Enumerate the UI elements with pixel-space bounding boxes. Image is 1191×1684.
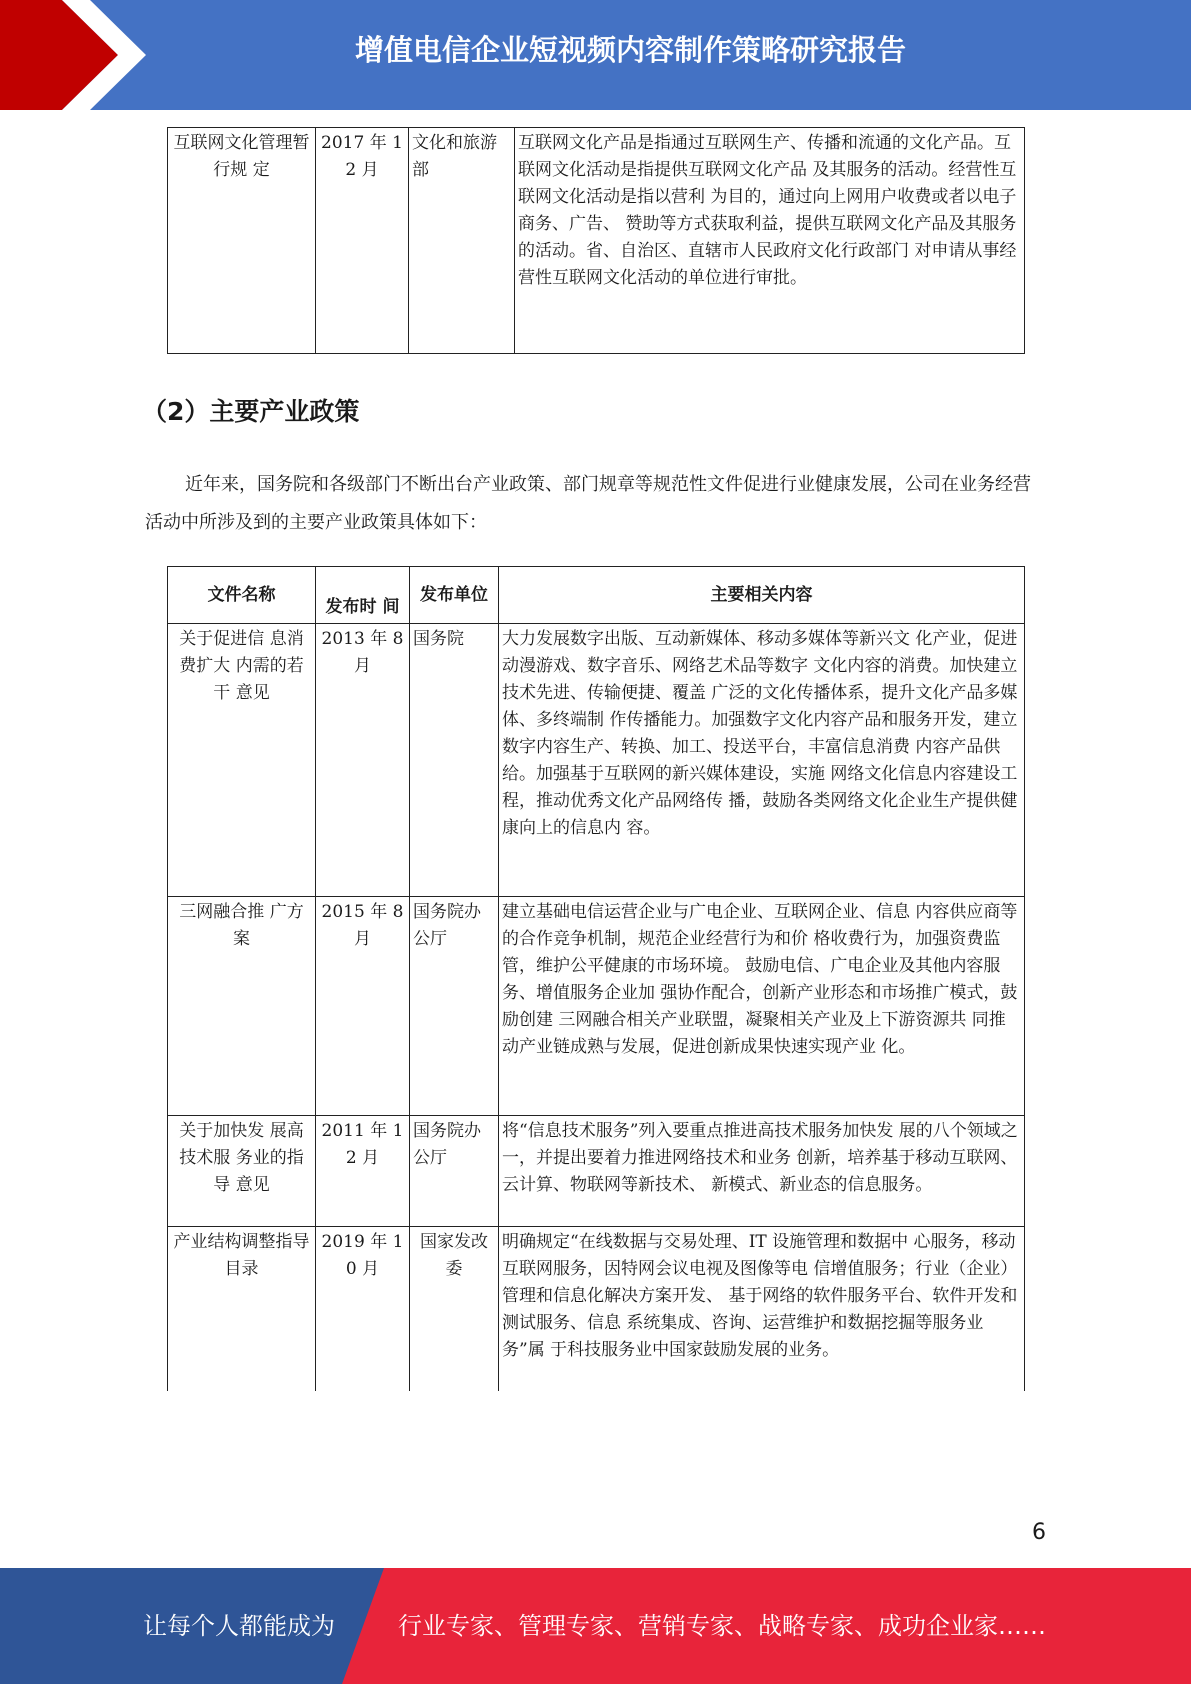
doc-issuer-cell: 国家发改委: [410, 1227, 499, 1392]
doc-issuer-cell: 文化和旅游部: [409, 128, 515, 354]
doc-content-cell: 互联网文化产品是指通过互联网生产、传播和流通的文化产品。互联网文化活动是指提供互联网文化产品 及其服务的活动。经营性互联网文化活动是指以营利 为目的，通过向上网用户收费或者以电子商务、广告、 赞助等方式获取利益，提供互联网文化产品及其服务 的活动。省、自治区、直辖市人民政府文化行政部门 对申请从事经营性互联网文化活动的单位进行审批。: [515, 128, 1025, 354]
doc-issuer-cell: 国务院: [410, 624, 499, 897]
doc-date-cell: 2013 年 8 月: [316, 624, 410, 897]
table-header-row: [168, 567, 1025, 624]
doc-issuer-cell: 国务院办公厅: [410, 1116, 499, 1227]
section-heading: （2）主要产业政策: [142, 397, 360, 426]
table-row: [168, 128, 1025, 354]
table-row: [168, 1116, 1025, 1227]
doc-content-cell: 明确规定“在线数据与交易处理、IT 设施管理和数据中 心服务，移动互联网服务，因特网会议电视及图像等电 信增值服务；行业（企业）管理和信息化解决方案开发、 基于网络的软件服务平台、软件开发和测试服务、信息 系统集成、咨询、运营维护和数据挖掘等服务业务”属 于科技服务业中国家鼓励发展的业务。: [499, 1227, 1025, 1392]
footer-slogan-left: 让每个人都能成为: [143, 1612, 335, 1640]
header-date: 发布时 间: [316, 567, 410, 624]
table-row: [168, 897, 1025, 1116]
page-footer: [0, 1568, 1191, 1684]
page-number: 6: [1032, 1520, 1046, 1545]
intro-paragraph: 近年来，国务院和各级部门不断出台产业政策、部门规章等规范性文件促进行业健康发展，公司在业务经营活动中所涉及到的主要产业政策具体如下：: [145, 474, 1031, 533]
doc-name-cell: 产业结构调整指导目录: [168, 1227, 316, 1392]
regulation-table: [167, 127, 1025, 354]
doc-content-cell: 建立基础电信运营企业与广电企业、互联网企业、信息 内容供应商等的合作竞争机制，规范企业经营行为和价 格收费行为，加强资费监管，维护公平健康的市场环境。 鼓励电信、广电企业及其他内容服务、增值服务企业加 强协作配合，创新产业形态和市场推广模式，鼓励创建 三网融合相关产业联盟，凝聚相关产业及上下游资源共 同推动产业链成熟与发展，促进创新成果快速实现产业 化。: [499, 897, 1025, 1116]
doc-name-cell: 关于促进信 息消费扩大 内需的若干 意见: [168, 624, 316, 897]
report-title: 增值电信企业短视频内容制作策略研究报告: [354, 33, 906, 67]
header-doc-name: 文件名称: [168, 567, 316, 624]
doc-name-cell: 互联网文化管理暂行规 定: [168, 128, 316, 354]
doc-content-cell: 大力发展数字出版、互动新媒体、移动多媒体等新兴文 化产业，促进动漫游戏、数字音乐、网络艺术品等数字 文化内容的消费。加快建立技术先进、传输便捷、覆盖 广泛的文化传播体系，提升文化产品多媒体、多终端制 作传播能力。加强数字文化内容产品和服务开发，建立 数字内容生产、转换、加工、投送平台，丰富信息消费 内容产品供给。加强基于互联网的新兴媒体建设，实施 网络文化信息内容建设工程，推动优秀文化产品网络传 播，鼓励各类网络文化企业生产提供健康向上的信息内 容。: [499, 624, 1025, 897]
industry-policy-table: [167, 566, 1025, 1391]
footer-slogan-right: 行业专家、管理专家、营销专家、战略专家、成功企业家……: [398, 1612, 1046, 1640]
doc-name-cell: 关于加快发 展高技术服 务业的指导 意见: [168, 1116, 316, 1227]
table-row: [168, 624, 1025, 897]
doc-content-cell: 将“信息技术服务”列入要重点推进高技术服务加快发 展的八个领域之一，并提出要着力推进网络技术和业务 创新，培养基于移动互联网、云计算、物联网等新技术、 新模式、新业态的信息服务。: [499, 1116, 1025, 1227]
doc-issuer-cell: 国务院办公厅: [410, 897, 499, 1116]
page-header: [0, 0, 1191, 110]
table-row: [168, 1227, 1025, 1392]
doc-date-cell: 2015 年 8 月: [316, 897, 410, 1116]
header-issuer: 发布单位: [410, 567, 499, 624]
doc-date-cell: 2019 年 10 月: [316, 1227, 410, 1392]
doc-date-cell: 2011 年 12 月: [316, 1116, 410, 1227]
doc-date-cell: 2017 年 12 月: [316, 128, 409, 354]
doc-name-cell: 三网融合推 广方案: [168, 897, 316, 1116]
header-content: 主要相关内容: [499, 567, 1025, 624]
